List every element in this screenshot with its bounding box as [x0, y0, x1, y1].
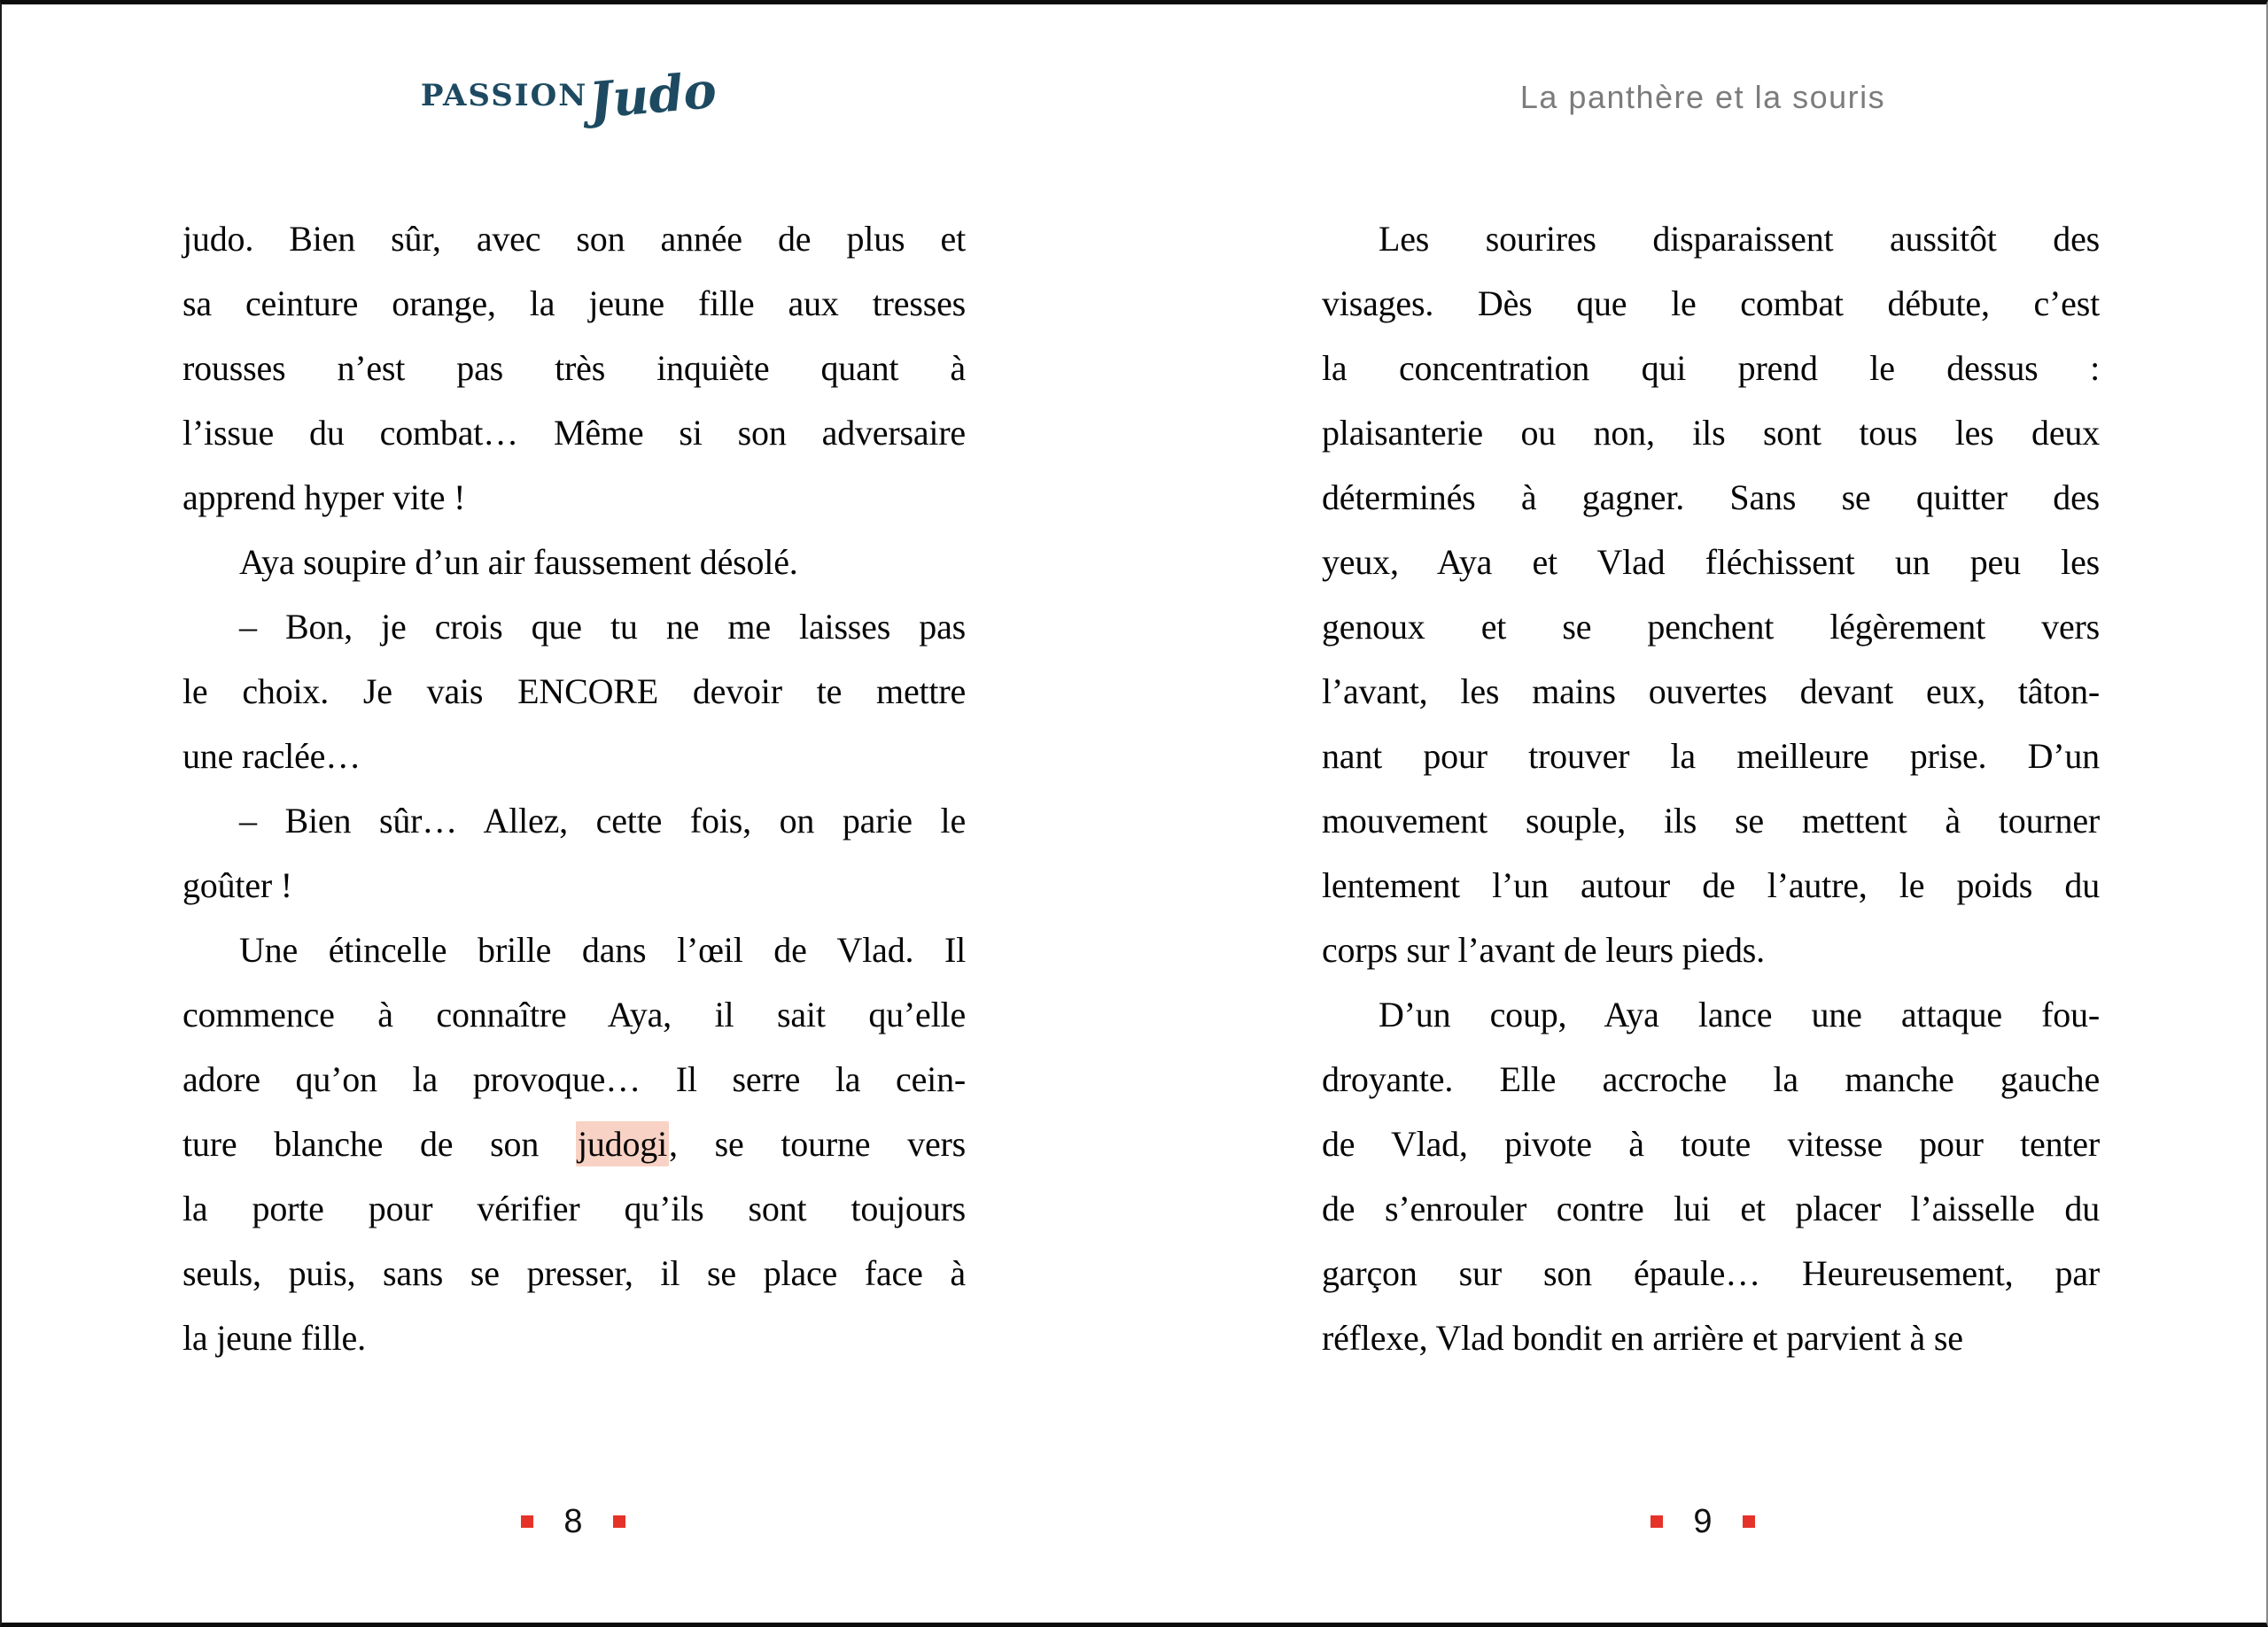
folio-square-icon — [521, 1515, 533, 1528]
text-line — [183, 1112, 966, 1176]
text-line: de Vlad, pivote à toute vitesse pour tenter — [1322, 1124, 2100, 1164]
text-line: Aya soupire d’un air faussement désolé. — [239, 542, 798, 582]
text-line: garçon sur son épaule… Heureusement, par — [1322, 1253, 2100, 1293]
folio-square-icon — [1651, 1515, 1663, 1528]
text-line: une raclée… — [183, 736, 361, 776]
text-line: – Bien sûr… Allez, cette fois, on parie le — [239, 801, 966, 841]
text-segment: , se tourne vers — [669, 1124, 967, 1164]
logo-judo-text: Judo — [586, 60, 719, 131]
text-line: déterminés à gagner. Sans se quitter des — [1322, 477, 2100, 517]
text-line: goûter ! — [183, 865, 292, 905]
text-line: le choix. Je vais ENCORE devoir te mettre — [183, 671, 966, 711]
text-line: adore qu’on la provoque… Il serre la cein- — [183, 1059, 966, 1099]
text-line: Une étincelle brille dans l’œil de Vlad. Il — [239, 930, 966, 970]
text-line: de s’enrouler contre lui et placer l’aisselle du — [1322, 1189, 2100, 1228]
text-line: seuls, puis, sans se presser, il se place face à — [183, 1253, 966, 1293]
text-line: réflexe, Vlad bondit en arrière et parvient à se — [1322, 1318, 1963, 1358]
text-line: rousses n’est pas très inquiète quant à — [183, 348, 966, 388]
text-line: – Bon, je crois que tu ne me laisses pas — [239, 607, 966, 647]
page-number-left: 8 — [563, 1503, 583, 1540]
page-left-text-column — [183, 206, 966, 1370]
text-line: sa ceinture orange, la jeune fille aux tresses — [183, 283, 966, 323]
text-line: D’un coup, Aya lance une attaque fou- — [1379, 995, 2100, 1034]
text-line: plaisanterie ou non, ils sont tous les deux — [1322, 413, 2100, 453]
text-line: Les sourires disparaissent aussitôt des — [1379, 219, 2100, 259]
text-line: droyante. Elle accroche la manche gauche — [1322, 1059, 2100, 1099]
folio-right — [1136, 1505, 2268, 1538]
folio-left — [6, 1505, 1140, 1538]
text-segment: ture blanche de son — [183, 1124, 576, 1164]
chapter-title: La panthère et la souris — [1519, 79, 1886, 115]
text-line: corps sur l’avant de leurs pieds. — [1322, 930, 1765, 970]
text-line: apprend hyper vite ! — [183, 477, 466, 517]
highlighted-word: judogi — [576, 1121, 669, 1166]
text-line: l’avant, les mains ouvertes devant eux, tâton- — [1322, 671, 2100, 711]
text-line: l’issue du combat… Même si son adversaire — [183, 413, 966, 453]
page-right-text-column — [1322, 206, 2100, 1370]
text-line: lentement l’un autour de l’autre, le poids du — [1322, 865, 2100, 905]
text-line: judo. Bien sûr, avec son année de plus et — [183, 219, 966, 259]
logo-passion-text: PASSION — [420, 78, 588, 113]
text-line: genoux et se penchent légèrement vers — [1322, 607, 2100, 647]
text-line: mouvement souple, ils se mettent à tourner — [1322, 801, 2100, 841]
text-line: la concentration qui prend le dessus : — [1322, 348, 2100, 388]
text-line: la jeune fille. — [183, 1318, 366, 1358]
text-line: yeux, Aya et Vlad fléchissent un peu les — [1322, 542, 2100, 582]
text-line: nant pour trouver la meilleure prise. D’un — [1322, 736, 2100, 776]
folio-square-icon — [613, 1515, 625, 1528]
passion-judo-logo — [2, 60, 1136, 131]
folio-square-icon — [1743, 1515, 1755, 1528]
text-line: visages. Dès que le combat débute, c’est — [1322, 283, 2100, 323]
text-line: commence à connaître Aya, il sait qu’elle — [183, 995, 966, 1034]
text-line: la porte pour vérifier qu’ils sont toujours — [183, 1189, 966, 1228]
page-number-right: 9 — [1693, 1503, 1713, 1540]
